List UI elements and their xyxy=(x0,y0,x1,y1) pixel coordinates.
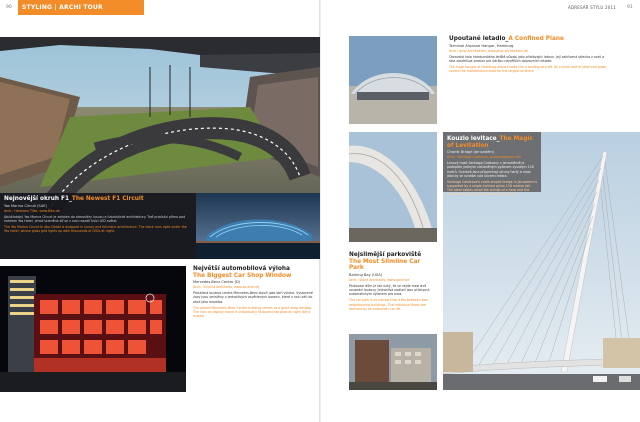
f1-location: Yas Marina Circuit (SAE) xyxy=(4,203,47,208)
bridge-body-en: Santiago Calatrava's cable-stayed bridge in Jerusalem is supported by a single inclined pylon 118 metres tall. The steel cables recall the strings of a harp and the bridge seems to float above the city streets. xyxy=(447,179,537,197)
car-park-body-en: The car park is so narrow that it fits between two neighbouring buildings. The individual floors are reached by an automatic car lift. xyxy=(349,298,428,311)
bridge-body-cz: Lanový most Santiaga Calatravy v Jeruzalémě je podepřen jediným nakloněným pylonem vysokým 118 metrů. Ocelová lana připomínají struny harfy a most jako by se vznášel nad ulicemi města. xyxy=(447,161,534,178)
showroom-body-en: The glazed Mercedes-Benz Center building serves as a giant shop window. The cars on display stand in individually lit boxes that glow at night like a mosaic. xyxy=(193,305,312,319)
showroom-body-cz: Prosklená budova centra Mercedes-Benz slouží jako obří výloha. Vystavené vozy jsou umístěny v jednotlivých osvětlených boxech, které v noci září do okolí jako mozaika. xyxy=(193,291,313,304)
section-subtitle: | ARCHI TOUR xyxy=(54,4,103,11)
section-title: STYLING xyxy=(22,4,53,11)
plane-article xyxy=(449,36,609,73)
plane-title-en: A Confined Plane xyxy=(508,36,564,42)
plane-title-cz: Upoutané letadlo_ xyxy=(449,36,509,42)
showroom-title-cz: Největší automobilová výloha xyxy=(193,266,290,272)
f1-title xyxy=(4,196,192,203)
f1-title-en: The Newest F1 Circuit xyxy=(71,196,144,202)
yas-hotel-photo xyxy=(196,193,320,259)
plane-location: Terminal Airplane Hangar, Hamburg xyxy=(449,43,514,48)
plane-meta: Arch.: gmp Architekten, www.gmp-architekten.de xyxy=(449,48,528,53)
running-title: ADRESÁŘ STYLU 2011 xyxy=(568,5,616,10)
car-park-location: Barking Bay (USA) xyxy=(349,272,383,277)
car-park-photo xyxy=(349,132,437,242)
f1-meta: Arch.: Hermann Tilke, www.tilke.de xyxy=(4,208,60,213)
car-park-title-en: The Most Slimline Car Park xyxy=(349,258,421,272)
car-park-title-cz: Nejslimější parkoviště xyxy=(349,252,422,258)
bridge-title xyxy=(447,136,537,149)
showroom-photo xyxy=(0,266,186,392)
f1-body-en: The Yas Marina Circuit in Abu Dhabi is wrapped in luxury and futuristic architecture. The track runs right under the Yas Hotel, whose glass grid lights up with thousands of LEDs at night. xyxy=(4,224,187,234)
showroom-article xyxy=(193,266,313,318)
bridge-title-cz: Kouzlo levitace_ xyxy=(447,136,500,142)
bridge-title-en: The Magic of Levitation xyxy=(447,136,533,149)
bridge-location: Chords Bridge (Jeruzalém) xyxy=(447,150,495,155)
car-park-body-cz: Parkovací dům je tak úzký, že se vejde mezi dvě sousední budovy. Jednotlivá podlaží jsou přístupná automatickým výtahem pro auta. xyxy=(349,283,430,297)
f1-title-cz: Nejnovější okruh F1_ xyxy=(4,196,72,202)
showroom-location: Mercedes-Benz Center (D) xyxy=(193,280,241,285)
bridge-article xyxy=(443,132,541,197)
plane-body-cz: Obrovská hala hamburského letiště působí jako přistávající letoun. Její zakřivená střecha z oceli a skla zastřešuje prostor pro údržbu největších dopravních letadel. xyxy=(449,54,605,63)
f1-article xyxy=(0,193,196,259)
showroom-meta: Arch.: Schmid Architects, www.sa-arch.de xyxy=(193,285,260,290)
car-park-meta: Arch.: Spine Architects, www.spine.de xyxy=(349,277,410,282)
f1-body-cz: Abúdžabský Yas Marina Circuit je zahalen do atmosféry luxusu a futuristické architektury. Trať prochází přímo pod hotelem Yas Hotel, jehož skleněná síť se v noci rozzáří tisíci LED světel. xyxy=(4,214,186,223)
right-page-number: 91 xyxy=(627,5,633,10)
left-page-number: 90 xyxy=(6,5,12,10)
car-park-article xyxy=(349,252,437,311)
section-header xyxy=(18,0,144,15)
car-park-street-photo xyxy=(349,334,437,390)
plane-body-en: The huge hangar at Hamburg airport looks like a landing aircraft. Its curved roof of steel and glass covers the maintenance area for the largest airliners. xyxy=(449,64,607,74)
bridge-meta: Arch.: Santiago Calatrava, www.calatrava.com xyxy=(447,155,522,160)
showroom-title-en: The Biggest Car Shop Window xyxy=(193,272,292,279)
plane-title xyxy=(449,36,609,43)
hangar-photo xyxy=(349,36,437,124)
